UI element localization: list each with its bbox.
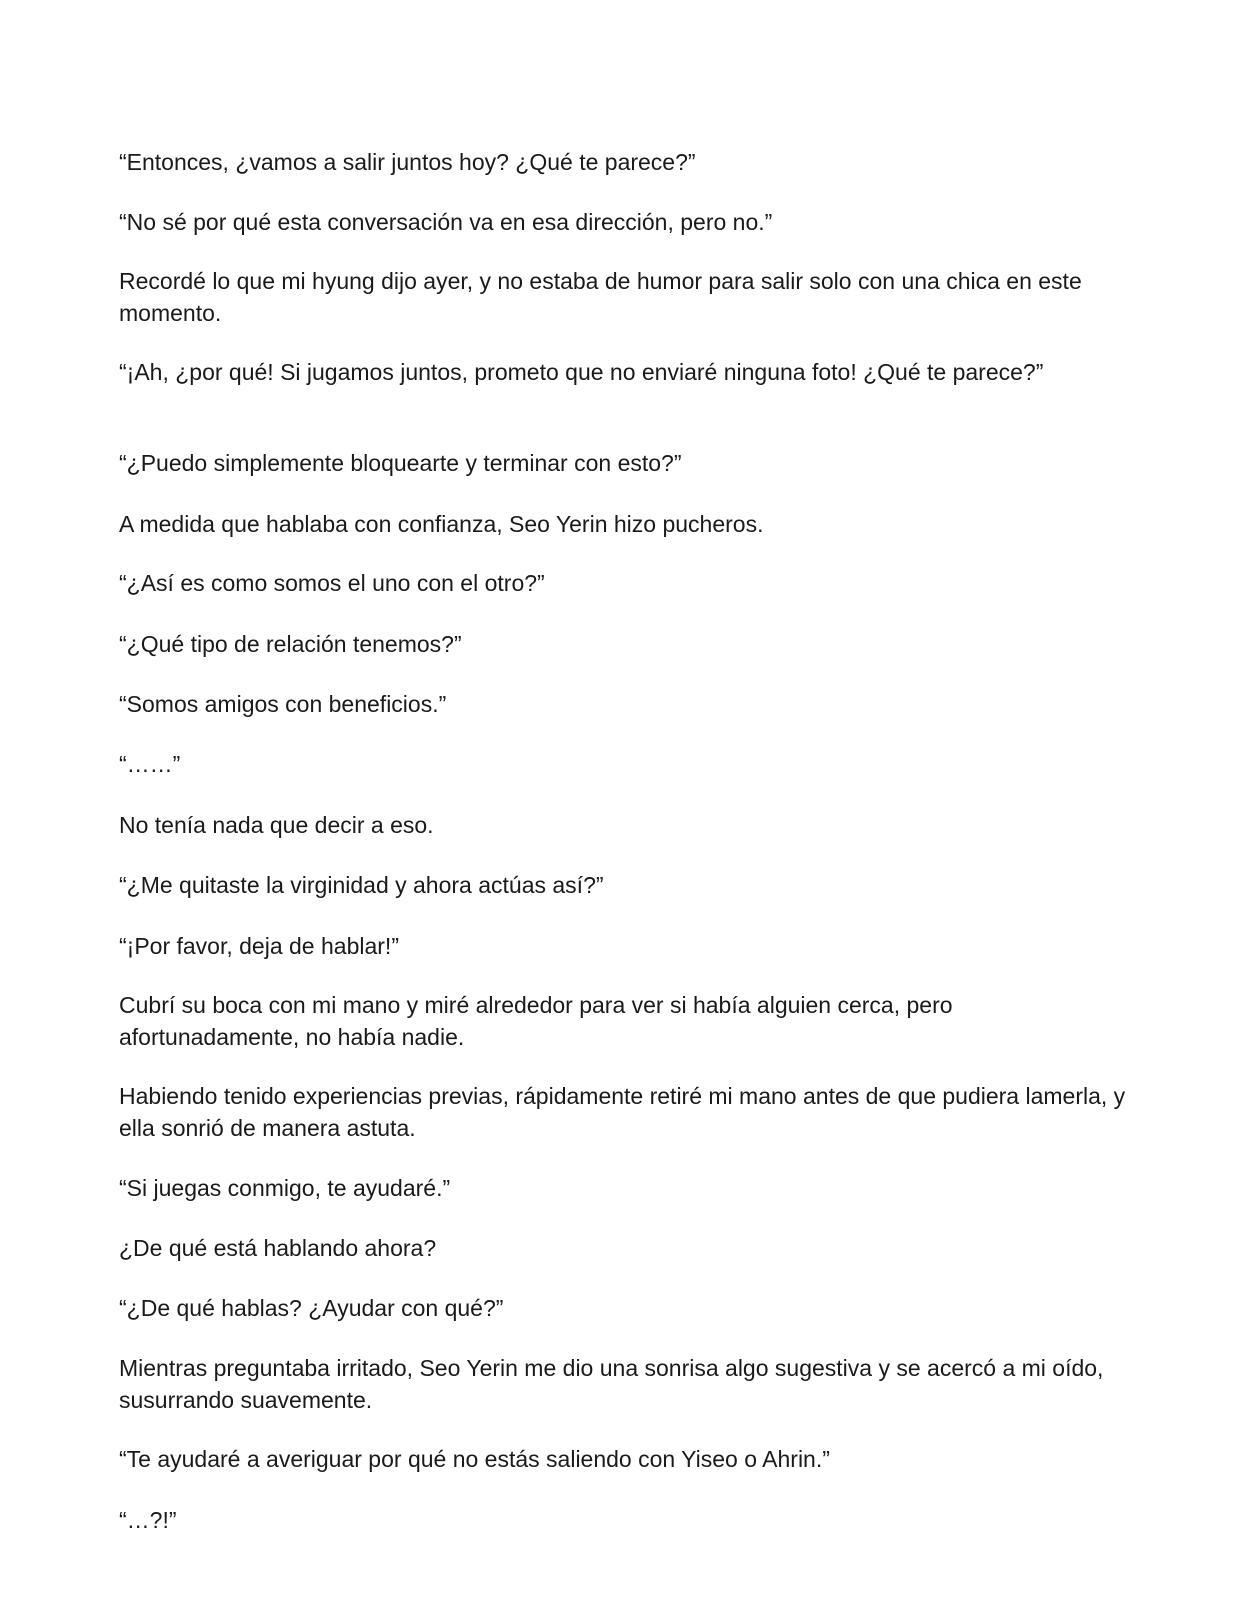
paragraph: “¿De qué hablas? ¿Ayudar con qué?”	[119, 1295, 504, 1321]
paragraph: “…?!”	[119, 1507, 177, 1533]
paragraph: “No sé por qué esta conversación va en esa dirección, pero no.”	[119, 209, 773, 235]
paragraph: A medida que hablaba con confianza, Seo Yerin hizo pucheros.	[119, 511, 764, 537]
paragraph: “Te ayudaré a averiguar por qué no estás saliendo con Yiseo o Ahrin.”	[119, 1446, 830, 1472]
paragraph: Habiendo tenido experiencias previas, rápidamente retiré mi mano antes de que pudiera lamerla, y ella sonrió de manera astuta.	[119, 1083, 1126, 1141]
paragraph: “¡Por favor, deja de hablar!”	[119, 933, 399, 959]
paragraph: “Somos amigos con beneficios.”	[119, 691, 447, 717]
paragraph: “¿Puedo simplemente bloquearte y terminar con esto?”	[119, 450, 682, 476]
paragraph: Mientras preguntaba irritado, Seo Yerin me dio una sonrisa algo sugestiva y se acercó a mi oído, susurrando suavemente.	[119, 1355, 1104, 1413]
paragraph: “……”	[119, 751, 181, 777]
paragraph: ¿De qué está hablando ahora?	[119, 1235, 437, 1261]
paragraph: Recordé lo que mi hyung dijo ayer, y no estaba de humor para salir solo con una chica en este momento.	[119, 268, 1082, 326]
paragraph: “¿Así es como somos el uno con el otro?”	[119, 570, 545, 596]
paragraph: “¿Me quitaste la virginidad y ahora actúas así?”	[119, 872, 604, 898]
paragraph: “¿Qué tipo de relación tenemos?”	[119, 631, 462, 657]
paragraph: “¡Ah, ¿por qué! Si jugamos juntos, prometo que no enviaré ninguna foto! ¿Qué te parece?”	[119, 359, 1044, 385]
paragraph: No tenía nada que decir a eso.	[119, 812, 434, 838]
paragraph: Cubrí su boca con mi mano y miré alrededor para ver si había alguien cerca, pero afortunadamente, no había nadie.	[119, 992, 953, 1050]
paragraph: “Si juegas conmigo, te ayudaré.”	[119, 1175, 451, 1201]
paragraph: “Entonces, ¿vamos a salir juntos hoy? ¿Qué te parece?”	[119, 149, 696, 175]
